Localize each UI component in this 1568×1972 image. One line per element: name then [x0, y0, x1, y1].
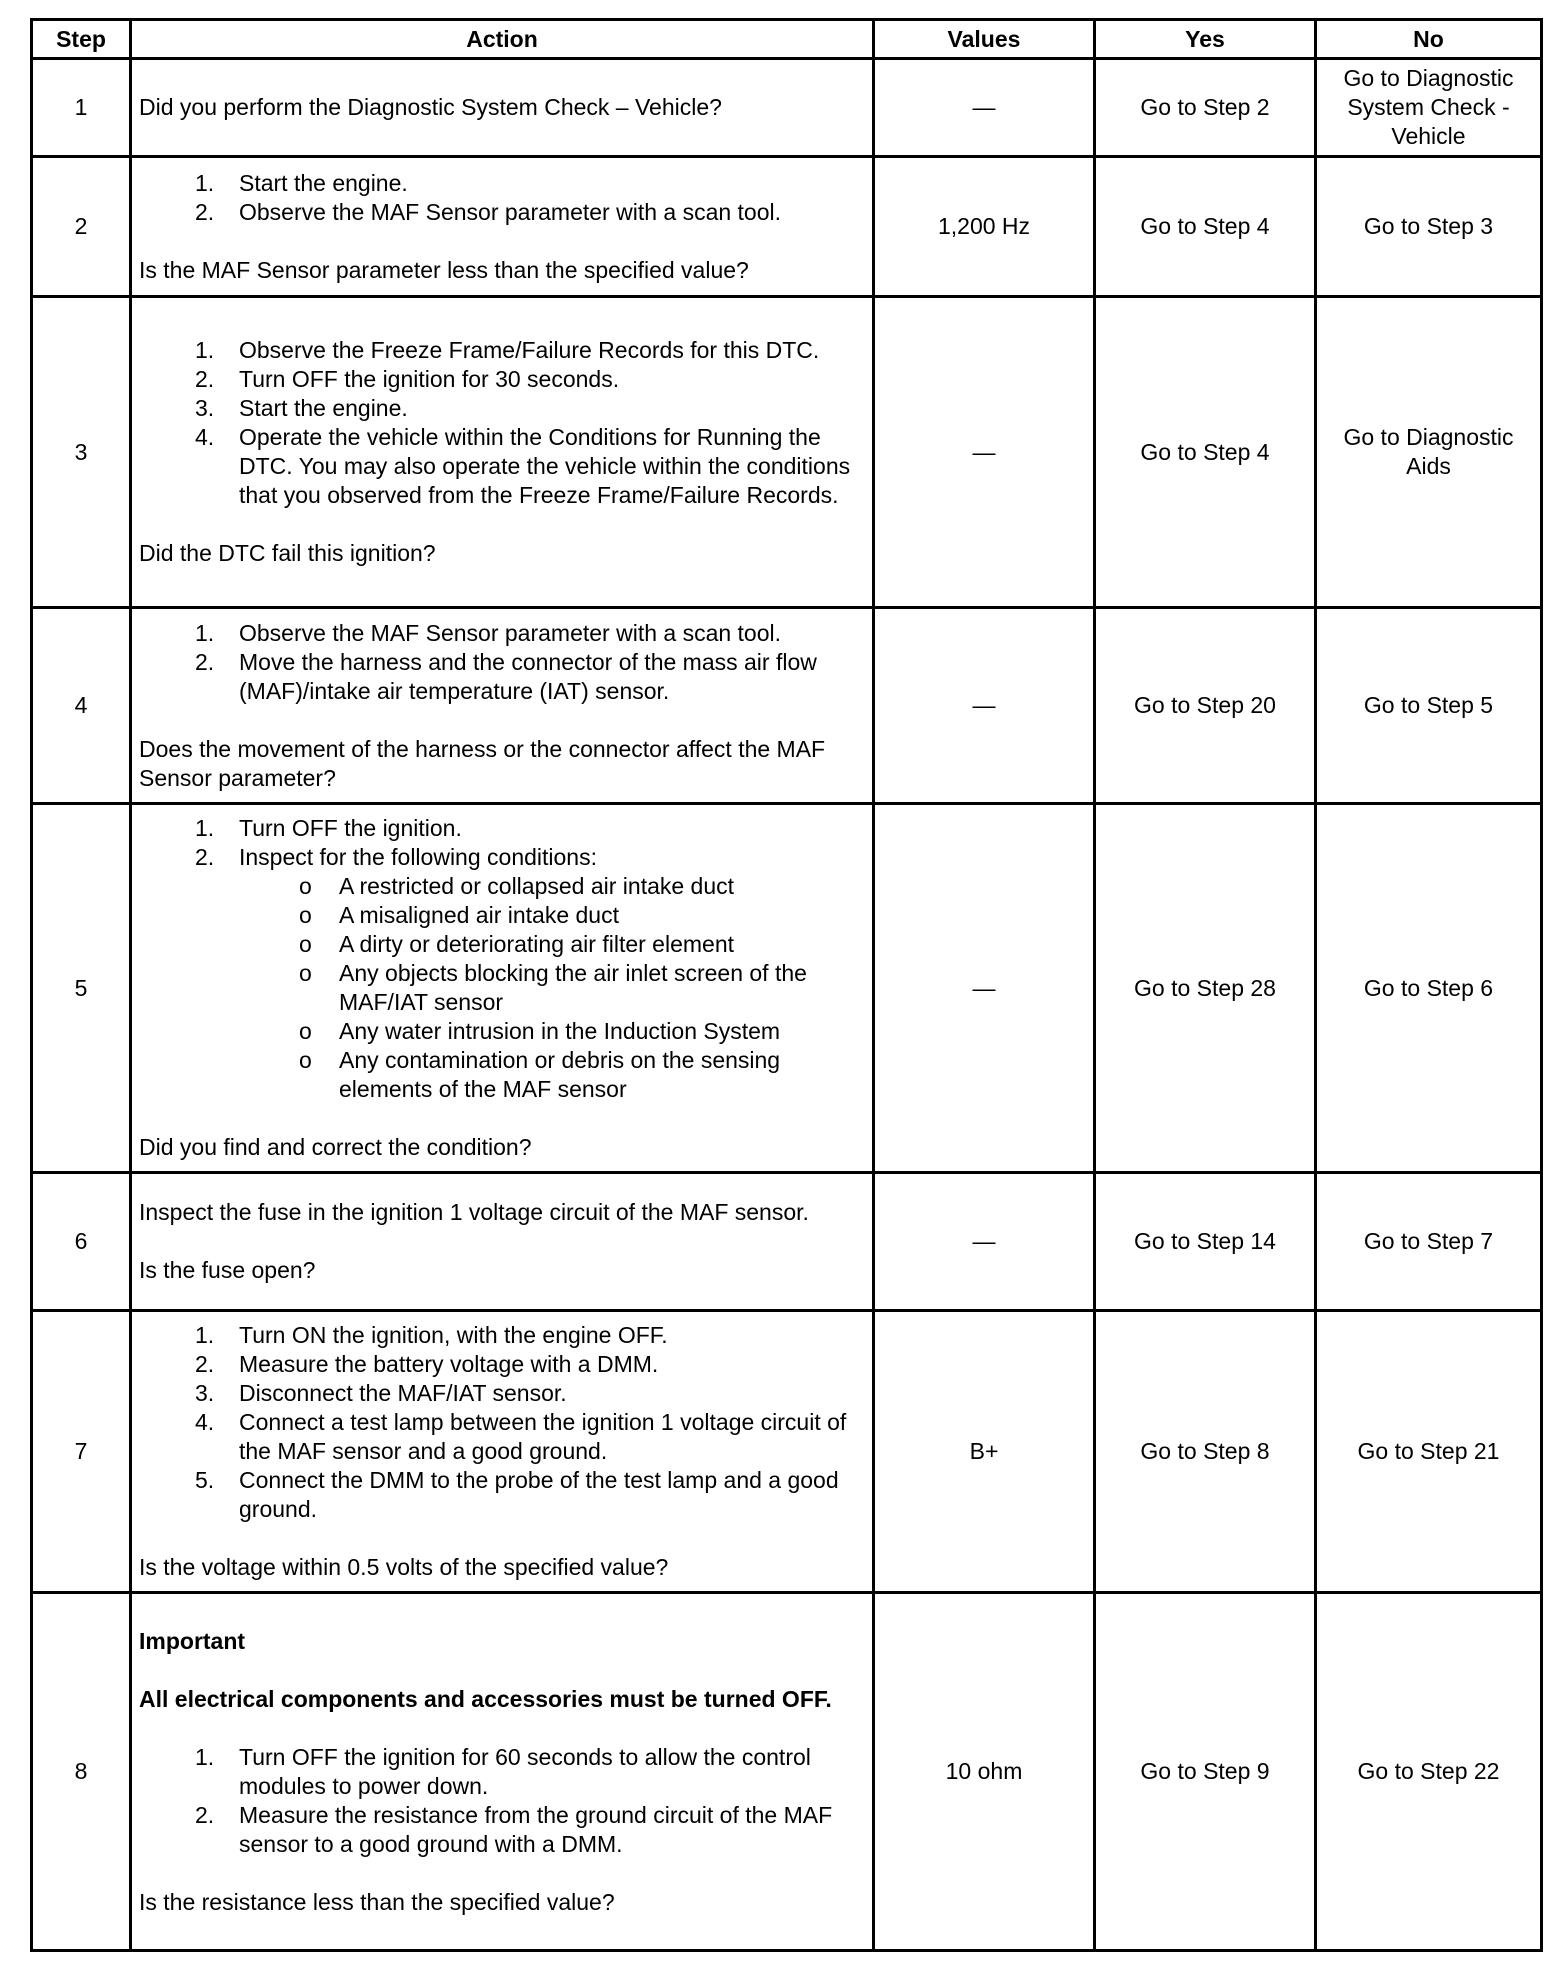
- list-item: 2. Move the harness and the connector of the mass air flow (MAF)/intake air temperature (IAT) sensor.: [195, 648, 817, 704]
- action-steps: [139, 336, 865, 510]
- question-text: Did the DTC fail this ignition?: [139, 540, 436, 566]
- important-title: Important: [139, 1627, 246, 1654]
- step-number: 8: [32, 1593, 131, 1951]
- no-cell: Go to Step 6: [1316, 804, 1542, 1173]
- step-number: 3: [32, 297, 131, 608]
- value-cell: —: [874, 297, 1095, 608]
- important-note: All electrical components and accessories must be turned OFF.: [139, 1685, 832, 1712]
- action-cell: [131, 1593, 874, 1951]
- list-item: o Any water intrusion in the Induction System: [299, 1018, 781, 1044]
- list-item: 2. Measure the resistance from the ground circuit of the MAF sensor to a good ground with a DMM.: [195, 1801, 833, 1857]
- question-text: Is the MAF Sensor parameter less than the specified value?: [139, 256, 749, 283]
- list-item: 3. Start the engine.: [195, 395, 408, 421]
- condition-list: [139, 872, 865, 1104]
- action-cell: [131, 157, 874, 297]
- action-cell: [131, 608, 874, 804]
- value-cell: B+: [874, 1311, 1095, 1593]
- list-item: 2. Measure the battery voltage with a DMM.: [195, 1351, 659, 1377]
- list-item: 1. Observe the MAF Sensor parameter with a scan tool.: [195, 619, 782, 646]
- table-row: [32, 297, 1542, 608]
- step-number: 2: [32, 157, 131, 297]
- list-item: 2. Turn OFF the ignition for 30 seconds.: [195, 366, 620, 392]
- step-number: 6: [32, 1173, 131, 1311]
- no-cell: Go to Step 21: [1316, 1311, 1542, 1593]
- yes-cell: Go to Step 4: [1095, 297, 1316, 608]
- question-text: Is the fuse open?: [139, 1257, 316, 1283]
- value-cell: 10 ohm: [874, 1593, 1095, 1951]
- table-row: [32, 59, 1542, 157]
- list-item: 1. Turn OFF the ignition.: [195, 815, 462, 841]
- list-item: 1. Observe the Freeze Frame/Failure Records for this DTC.: [195, 337, 820, 363]
- header-step: Step: [32, 20, 131, 59]
- step-number: 5: [32, 804, 131, 1173]
- header-no: No: [1316, 20, 1542, 59]
- header-action: Action: [131, 20, 874, 59]
- table-row: [32, 1173, 1542, 1311]
- question-text: Is the voltage within 0.5 volts of the specified value?: [139, 1554, 669, 1580]
- list-item: o A dirty or deteriorating air filter element: [299, 931, 735, 957]
- table-row: [32, 1593, 1542, 1951]
- list-item: 3. Disconnect the MAF/IAT sensor.: [195, 1380, 567, 1406]
- value-cell: 1,200 Hz: [874, 157, 1095, 297]
- yes-cell: Go to Step 8: [1095, 1311, 1316, 1593]
- list-item: o A misaligned air intake duct: [299, 902, 619, 928]
- value-cell: —: [874, 59, 1095, 157]
- list-item: 1. Turn ON the ignition, with the engine OFF.: [195, 1322, 668, 1348]
- action-cell: [131, 297, 874, 608]
- list-item: o Any objects blocking the air inlet screen of the MAF/IAT sensor: [299, 960, 807, 1015]
- table-row: [32, 157, 1542, 297]
- list-item: 5. Connect the DMM to the probe of the test lamp and a good ground.: [195, 1467, 839, 1522]
- action-steps: [139, 619, 865, 706]
- list-item: o A restricted or collapsed air intake duct: [299, 873, 735, 899]
- value-cell: —: [874, 608, 1095, 804]
- action-cell: [131, 59, 874, 157]
- question-text: Does the movement of the harness or the connector affect the MAF Sensor parameter?: [139, 735, 826, 791]
- action-cell: [131, 804, 874, 1173]
- header-yes: Yes: [1095, 20, 1316, 59]
- value-cell: —: [874, 804, 1095, 1173]
- table-row: [32, 1311, 1542, 1593]
- step-number: 7: [32, 1311, 131, 1593]
- list-item: 4. Connect a test lamp between the ignition 1 voltage circuit of the MAF sensor and a good ground.: [195, 1409, 847, 1464]
- no-cell: Go to Diagnostic Aids: [1316, 297, 1542, 608]
- yes-cell: Go to Step 14: [1095, 1173, 1316, 1311]
- action-text: Did you perform the Diagnostic System Check – Vehicle?: [139, 94, 722, 120]
- action-text: Inspect the fuse in the ignition 1 voltage circuit of the MAF sensor.: [139, 1199, 809, 1225]
- question-text: Did you find and correct the condition?: [139, 1134, 532, 1160]
- value-cell: —: [874, 1173, 1095, 1311]
- action-cell: [131, 1173, 874, 1311]
- table-row: [32, 608, 1542, 804]
- list-item: 4. Operate the vehicle within the Conditions for Running the DTC. You may also operate the vehicle within the conditions that you observed from the Freeze Frame/Failure Records.: [195, 424, 851, 508]
- no-cell: Go to Diagnostic System Check - Vehicle: [1316, 59, 1542, 157]
- yes-cell: Go to Step 20: [1095, 608, 1316, 804]
- yes-cell: Go to Step 9: [1095, 1593, 1316, 1951]
- no-cell: Go to Step 22: [1316, 1593, 1542, 1951]
- yes-cell: Go to Step 4: [1095, 157, 1316, 297]
- action-cell: [131, 1311, 874, 1593]
- no-cell: Go to Step 5: [1316, 608, 1542, 804]
- action-steps: [139, 1743, 865, 1859]
- step-number: 1: [32, 59, 131, 157]
- yes-cell: Go to Step 28: [1095, 804, 1316, 1173]
- question-text: Is the resistance less than the specified value?: [139, 1888, 615, 1915]
- yes-cell: Go to Step 2: [1095, 59, 1316, 157]
- action-steps: [139, 169, 865, 227]
- diagnostic-table: [30, 18, 1543, 1952]
- header-row: [32, 20, 1542, 59]
- list-item: 1. Turn OFF the ignition for 60 seconds to allow the control modules to power down.: [195, 1743, 811, 1799]
- list-item: 2. Observe the MAF Sensor parameter with a scan tool.: [195, 198, 782, 225]
- list-item: 1. Start the engine.: [195, 169, 408, 196]
- no-cell: Go to Step 7: [1316, 1173, 1542, 1311]
- step-number: 4: [32, 608, 131, 804]
- no-cell: Go to Step 3: [1316, 157, 1542, 297]
- table-row: [32, 804, 1542, 1173]
- action-steps: [139, 1321, 865, 1524]
- list-item: o Any contamination or debris on the sensing elements of the MAF sensor: [299, 1047, 781, 1102]
- action-steps: [139, 814, 865, 872]
- header-values: Values: [874, 20, 1095, 59]
- list-item: 2. Inspect for the following conditions:: [195, 844, 597, 870]
